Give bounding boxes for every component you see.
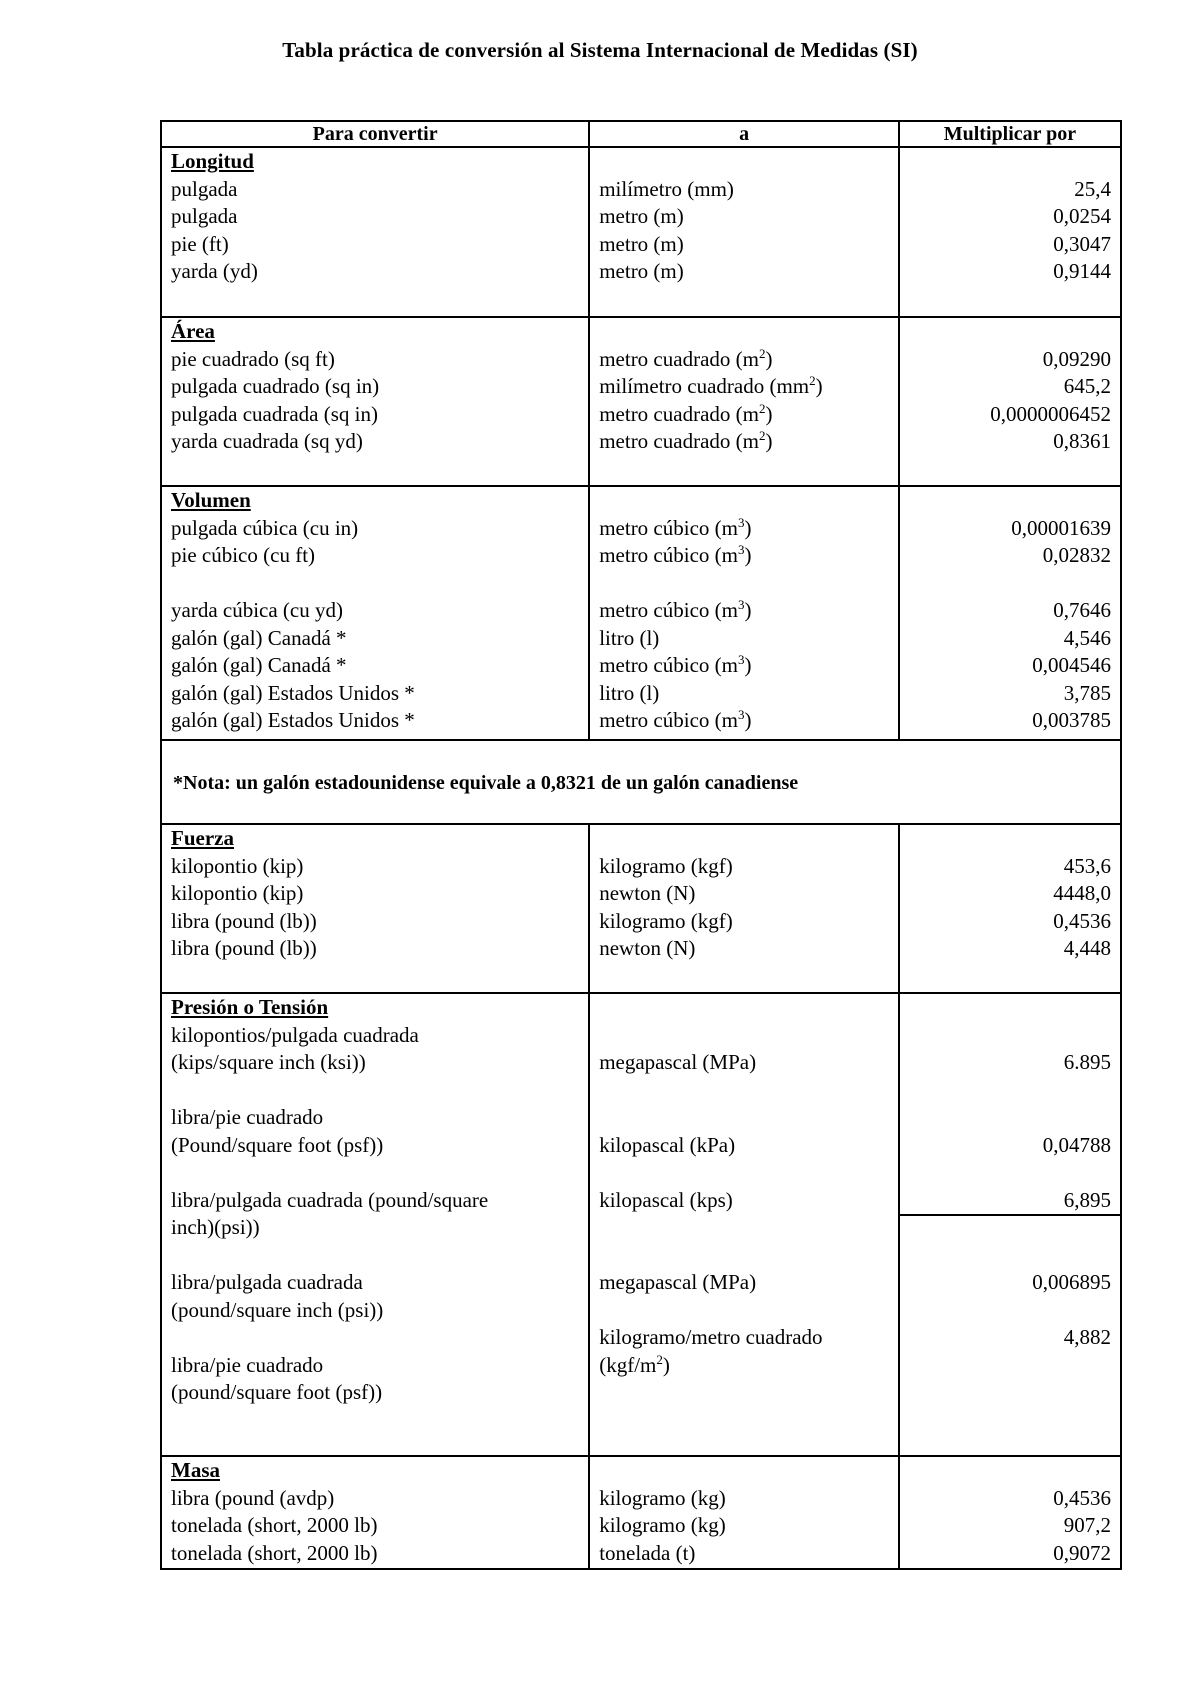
to-unit: metro cúbico $(m^3)$	[599, 542, 752, 567]
from-unit: galón (gal) Canadá *	[171, 653, 347, 677]
to-unit: kilogramo (kg)	[599, 1485, 726, 1510]
from-unit: kilopontio (kip)	[171, 881, 304, 905]
factor-value: 0,3047	[1053, 231, 1112, 256]
from-unit: pulgada cuadrada (sq in)	[171, 401, 378, 426]
factor-value: 0,003785	[1032, 708, 1112, 732]
factor-value: 0,0000006452	[990, 401, 1112, 426]
factor-value: 4,882	[1063, 1325, 1112, 1349]
from-unit: pulgada cuadrado (sq in)	[171, 374, 380, 398]
section-fuerza	[160, 825, 1122, 994]
to-unit: kilogramo (kgf)	[599, 853, 733, 878]
factor-value: 645,2	[1063, 374, 1112, 398]
section-longitud	[160, 148, 1122, 318]
from-unit: yarda cúbica (cu yd)	[171, 598, 343, 622]
from-unit-detail: (kips/square inch (ksi))	[171, 1050, 366, 1074]
section-title: Fuerza	[171, 826, 234, 850]
from-unit: pulgada	[171, 176, 238, 201]
section-masa	[160, 1457, 1122, 1570]
factor-value: 0,02832	[1042, 543, 1112, 567]
to-unit: metro cúbico $(m^3)$	[599, 514, 752, 540]
factor-value: 6.895	[1063, 1050, 1112, 1074]
factor-value: 0,004546	[1032, 653, 1112, 677]
from-unit: tonelada (short, 2000 lb)	[171, 1513, 378, 1537]
from-unit: pulgada cúbica (cu in)	[171, 515, 359, 540]
from-unit: kilopontios/pulgada cuadrada	[171, 1022, 419, 1047]
factor-value: 0,4536	[1053, 908, 1112, 933]
factor-value: 4,448	[1063, 936, 1112, 960]
to-unit: metro (m)	[599, 259, 684, 283]
from-unit: pie cúbico (cu ft)	[171, 543, 316, 567]
factor-value: 0,00001639	[1011, 515, 1112, 540]
factor-value: 0,9072	[1053, 1540, 1112, 1565]
to-unit: metro cuadrado $(m^2)$	[599, 400, 773, 426]
factor-value: 0,04788	[1042, 1132, 1112, 1157]
section-presion	[160, 994, 1122, 1457]
from-unit: pie (ft)	[171, 231, 229, 256]
from-unit: pulgada	[171, 204, 238, 228]
factor-value: 3,785	[1063, 680, 1112, 705]
from-unit: libra/pulgada cuadrada	[171, 1270, 363, 1294]
factor-value: 0,0254	[1053, 204, 1112, 228]
to-unit: kilopascal (kPa)	[599, 1132, 736, 1157]
from-unit: galón (gal) Canadá *	[171, 625, 347, 650]
factor-value: 0,006895	[1032, 1270, 1112, 1294]
section-title: Presión o Tensión	[171, 995, 329, 1019]
from-unit-detail: (pound/square foot (psf))	[171, 1380, 383, 1404]
from-unit: libra/pie cuadrado	[171, 1352, 324, 1377]
factor-value: 25,4	[1074, 176, 1112, 201]
section-title: Masa	[171, 1458, 220, 1482]
factor-value: 453,6	[1063, 853, 1112, 878]
header-from: Para convertir	[162, 122, 590, 146]
table-header	[160, 120, 1122, 148]
to-unit: megapascal (MPa)	[599, 1270, 757, 1294]
from-unit: yarda (yd)	[171, 259, 258, 283]
conversion-table	[160, 120, 1122, 1570]
from-unit-detail: inch)(psi))	[171, 1215, 260, 1239]
to-unit: metro (m)	[599, 231, 684, 256]
to-unit: milímetro cuadrado $(mm^2)$	[599, 373, 823, 398]
from-unit: libra/pie cuadrado	[171, 1105, 324, 1129]
section-area	[160, 318, 1122, 487]
to-unit: metro cúbico $(m^3)$	[599, 597, 752, 622]
header-to: a	[590, 122, 900, 146]
to-unit: kilopascal (kps)	[599, 1187, 733, 1212]
from-unit-detail: (Pound/square foot (psf))	[171, 1132, 384, 1157]
to-unit: newton (N)	[599, 881, 696, 905]
to-unit: milímetro (mm)	[599, 176, 734, 201]
factor-value: 0,7646	[1053, 598, 1112, 622]
factor-value: 0,09290	[1042, 346, 1112, 371]
to-unit: metro cúbico $(m^3)$	[599, 707, 752, 732]
to-unit: metro cúbico $(m^3)$	[599, 652, 752, 677]
to-unit: tonelada (t)	[599, 1540, 696, 1565]
from-unit: kilopontio (kip)	[171, 853, 304, 878]
section-title: Longitud	[171, 149, 254, 173]
to-unit: metro cuadrado $(m^2)$	[599, 345, 773, 371]
from-unit: tonelada (short, 2000 lb)	[171, 1540, 378, 1565]
to-unit: newton (N)	[599, 936, 696, 960]
to-unit-detail: $(kgf/m^2)$	[599, 1351, 670, 1377]
from-unit: libra (pound (avdp)	[171, 1485, 335, 1510]
to-unit: megapascal (MPa)	[599, 1050, 757, 1074]
to-unit: kilogramo (kg)	[599, 1513, 726, 1537]
factor-value: 6,895	[1063, 1187, 1112, 1212]
from-unit: libra/pulgada cuadrada (pound/square	[171, 1187, 489, 1212]
section-volumen	[160, 487, 1122, 741]
to-unit: litro (l)	[599, 625, 660, 650]
to-unit: kilogramo/metro cuadrado	[599, 1325, 823, 1349]
to-unit: kilogramo (kgf)	[599, 908, 733, 933]
from-unit: pie cuadrado (sq ft)	[171, 346, 335, 371]
factor-value: 4,546	[1063, 625, 1112, 650]
factor-value: 907,2	[1063, 1513, 1112, 1537]
from-unit: galón (gal) Estados Unidos *	[171, 680, 415, 705]
gallon-note: *Nota: un galón estadounidense equivale a 0,8321 de un galón canadiense	[160, 741, 1122, 825]
to-unit: metro cuadrado $(m^2)$	[599, 428, 773, 453]
to-unit: metro (m)	[599, 204, 684, 228]
section-title: Volumen	[171, 488, 251, 512]
factor-value: 0,4536	[1053, 1485, 1112, 1510]
page-title: Tabla práctica de conversión al Sistema Internacional de Medidas (SI)	[282, 38, 918, 62]
from-unit: libra (pound (lb))	[171, 936, 317, 960]
factor-value: 0,9144	[1053, 259, 1112, 283]
from-unit: galón (gal) Estados Unidos *	[171, 708, 415, 732]
header-factor: Multiplicar por	[943, 123, 1077, 145]
factor-value: 4448,0	[1053, 881, 1112, 905]
factor-value: 0,8361	[1053, 429, 1112, 453]
from-unit-detail: (pound/square inch (psi))	[171, 1297, 384, 1322]
from-unit: yarda cuadrada (sq yd)	[171, 429, 363, 453]
from-unit: libra (pound (lb))	[171, 908, 317, 933]
section-title: Área	[171, 319, 215, 343]
to-unit: litro (l)	[599, 680, 660, 705]
